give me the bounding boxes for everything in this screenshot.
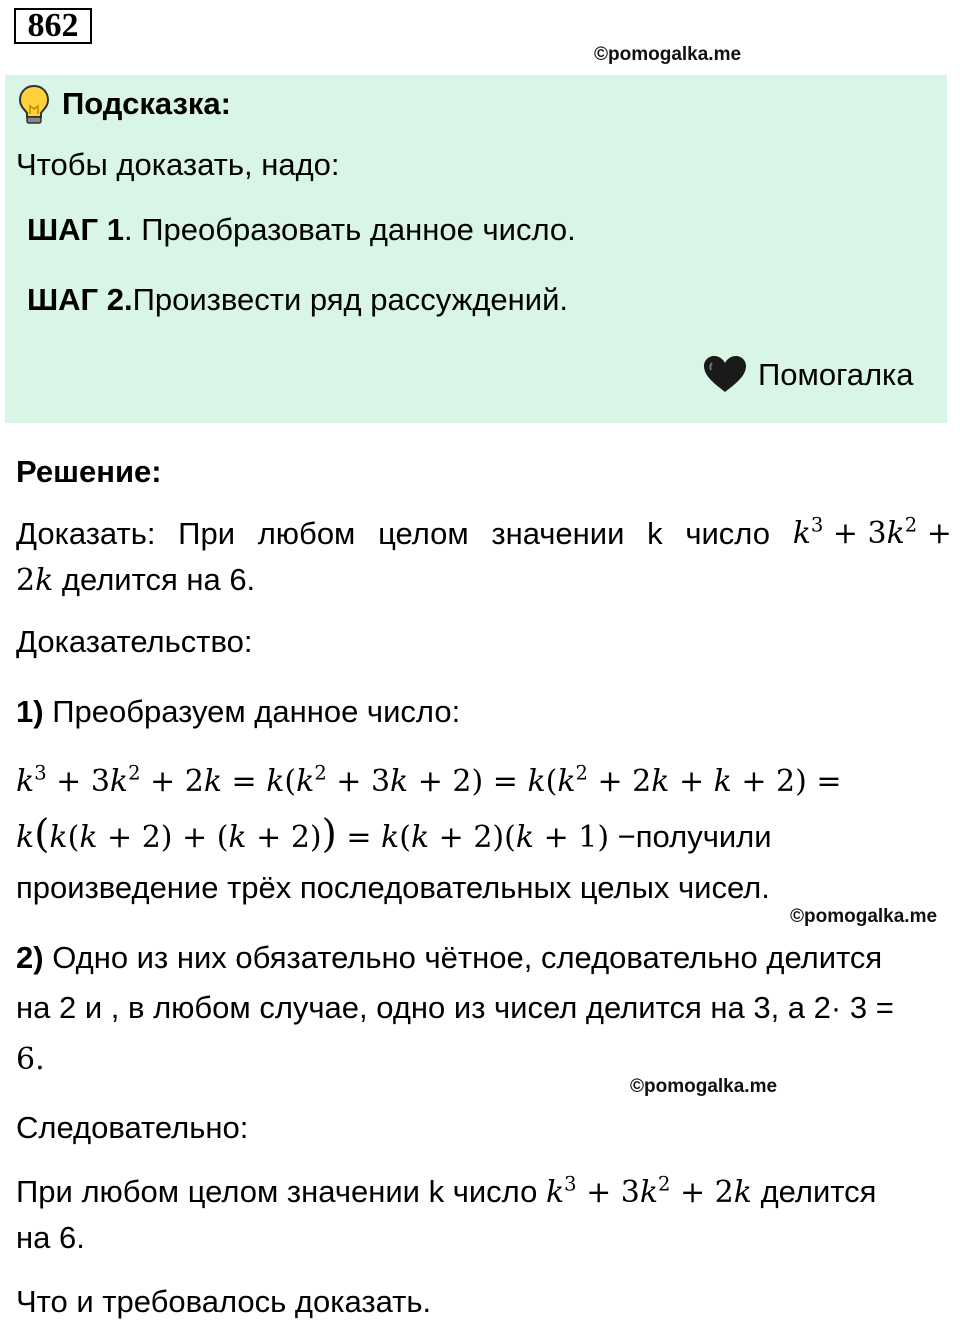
step-label: ШАГ 1 [27, 212, 124, 247]
step-number: 2) [16, 940, 44, 975]
text: делится на 6. [53, 562, 256, 597]
watermark: ©pomogalka.me [790, 906, 938, 927]
to-prove-line-2 [16, 560, 255, 601]
brand-label: Помогалка [758, 357, 914, 392]
step-text: Произвести ряд рассуждений. [132, 282, 569, 317]
word: При [178, 516, 236, 551]
therefore-label: Следовательно: [16, 1110, 249, 1145]
step-1-conclusion: произведение трёх последовательных целых чисел. [16, 870, 770, 905]
equation-line-1: $k^3 + 3k^2 + 2k = k(k^2 + 3k + 2) = k(k^2 + 2k + k + 2)$ = [16, 761, 842, 799]
math-expression: k(k(k + 2) + (k + 2)) = k(k + 2)(k + 1) [16, 812, 610, 857]
qed-line: Что и требовалось доказать. [16, 1284, 432, 1319]
word: Доказать: [16, 516, 156, 551]
equation-line-2 [16, 812, 772, 858]
step-text: Одно из них обязательно чётное, следовательно делится [43, 940, 883, 975]
text: делится [751, 1174, 877, 1209]
word: целом [378, 516, 469, 551]
word: значении [491, 516, 625, 551]
word: число [685, 516, 770, 551]
step-1 [16, 692, 460, 732]
proof-label: Доказательство: [16, 624, 253, 659]
text: −получили [609, 819, 772, 854]
math-expression: $k^3 + 3k^2$ + [792, 513, 952, 551]
step-2-line-2: на 2 и , в любом случае, одно из чисел делится на 3, а 2· 3 = [16, 990, 894, 1025]
to-prove-line-1 [16, 514, 952, 554]
final-line-1 [16, 1172, 876, 1213]
math-expression: 2k [16, 563, 54, 598]
hint-step-2 [27, 280, 568, 320]
step-text: . Преобразовать данное число. [123, 212, 576, 247]
math-expression: $k^3 + 3k^2 + 2k$ [545, 1172, 752, 1210]
word: любом [257, 516, 356, 551]
lightbulb-icon [18, 84, 50, 131]
hint-step-1 [27, 210, 576, 250]
heart-icon [702, 354, 748, 399]
text: При любом целом значении k число [16, 1174, 546, 1209]
step-2-line-1 [16, 938, 882, 978]
word: k [647, 516, 663, 551]
final-line-2: на 6. [16, 1220, 85, 1255]
step-text: Преобразуем данное число: [43, 694, 461, 729]
watermark: ©pomogalka.me [594, 44, 742, 65]
watermark: ©pomogalka.me [630, 1076, 778, 1097]
hint-intro: Чтобы доказать, надо: [16, 147, 340, 182]
hint-title: Подсказка: [62, 86, 231, 121]
problem-number: 862 [14, 8, 92, 44]
step-label: ШАГ 2. [27, 282, 133, 317]
step-2-line-3: 6. [16, 1042, 45, 1077]
solution-heading: Решение: [16, 454, 162, 489]
step-number: 1) [16, 694, 44, 729]
